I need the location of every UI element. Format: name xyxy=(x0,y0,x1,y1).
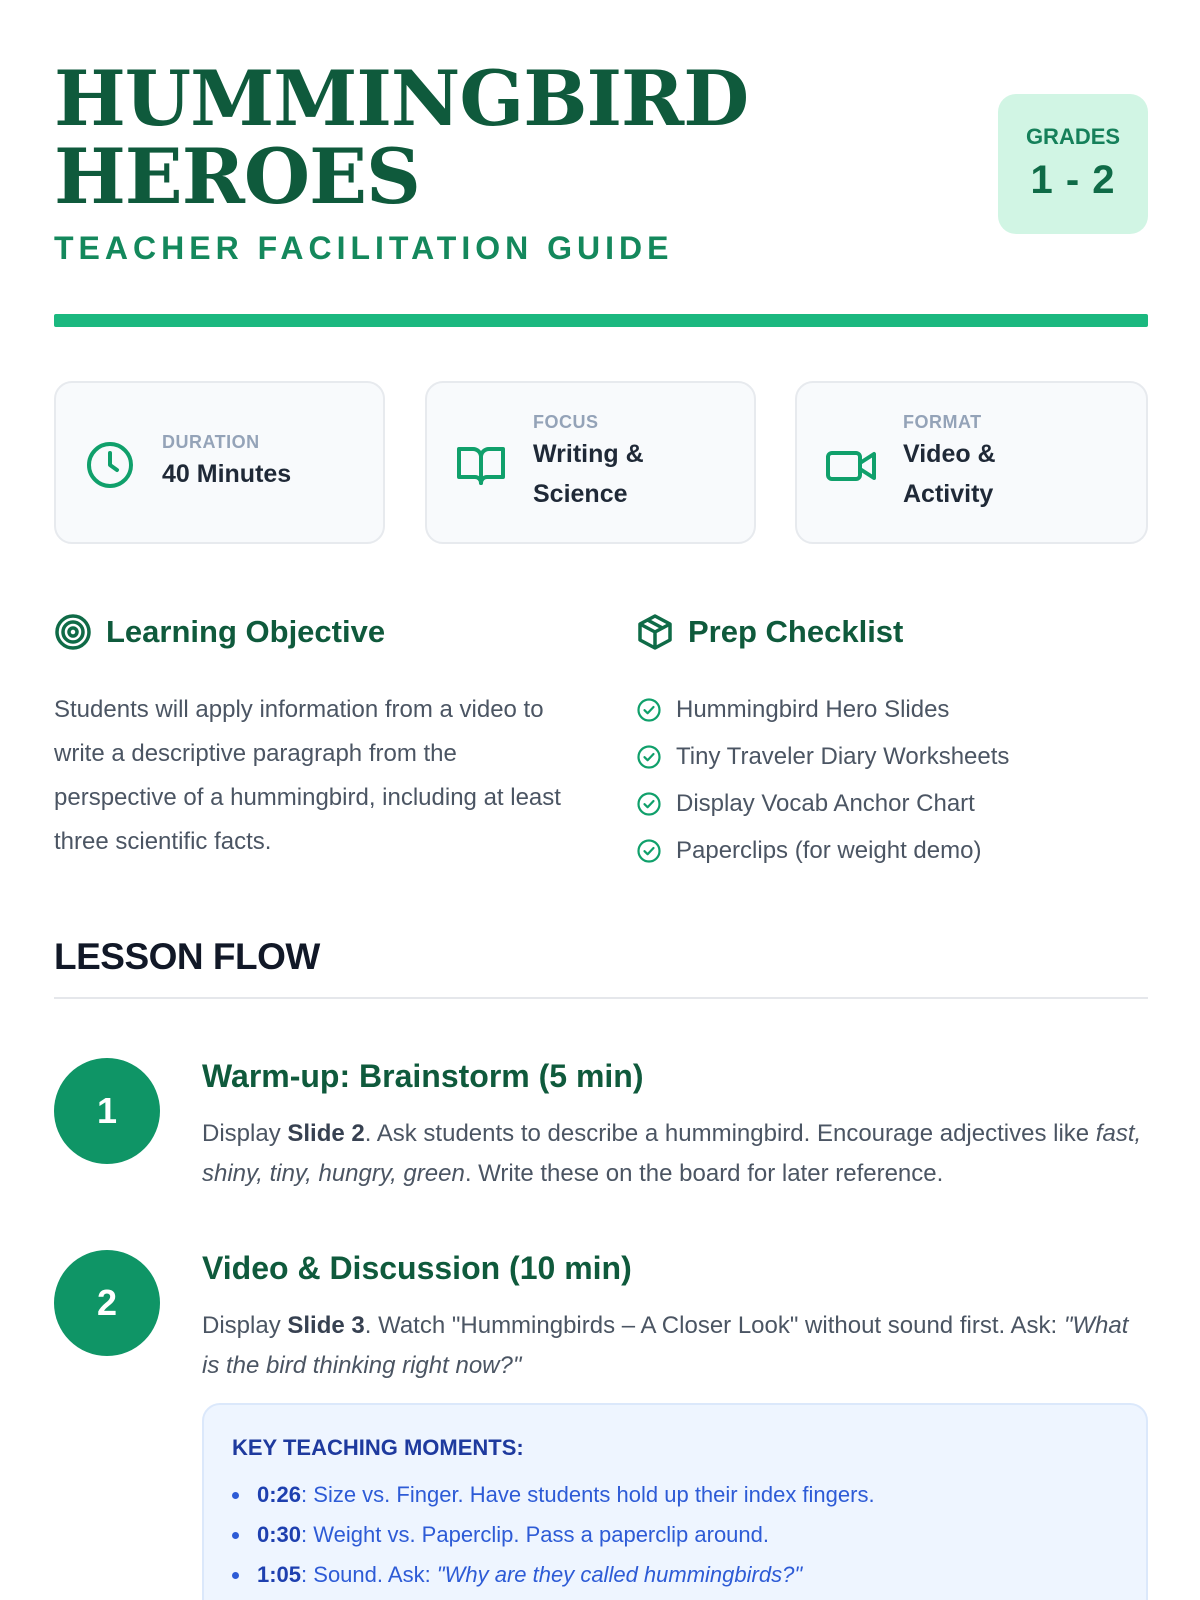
key-moment-item xyxy=(232,1475,875,1515)
duration-label: DURATION xyxy=(162,432,260,452)
step-number-badge: 1 xyxy=(54,1058,160,1164)
checklist-item xyxy=(636,827,1009,874)
title-line-2: HEROES xyxy=(54,132,420,221)
prep-checklist xyxy=(636,686,1009,874)
bullet xyxy=(232,1532,239,1539)
check-circle-icon xyxy=(636,838,662,864)
page-title xyxy=(54,54,1148,221)
key-moment-text: : Size vs. Finger. Have students hold up their index fingers. xyxy=(301,1482,875,1507)
step-description xyxy=(202,1114,1148,1194)
format-value-line-1: Video & xyxy=(903,440,996,468)
focus-value xyxy=(533,434,733,514)
step-text: Display xyxy=(202,1312,288,1339)
checklist-item xyxy=(636,733,1009,780)
key-moment-text: : Weight vs. Paperclip. Pass a paperclip around. xyxy=(301,1522,769,1547)
header-divider xyxy=(54,314,1148,327)
step-title: Video & Discussion (10 min) xyxy=(202,1250,632,1286)
key-moment-item xyxy=(232,1515,875,1555)
step-slide-ref: Slide 2 xyxy=(287,1120,365,1147)
title-line-1: HUMMINGBIRD xyxy=(54,54,749,143)
bullet xyxy=(232,1572,239,1579)
step-text: . Ask students to describe a hummingbird. Encourage adjectives like xyxy=(364,1120,1096,1147)
book-icon xyxy=(455,439,507,491)
bullet xyxy=(232,1492,239,1499)
page-subtitle: TEACHER FACILITATION GUIDE xyxy=(54,230,674,266)
step-number-badge: 2 xyxy=(54,1250,160,1356)
clock-icon xyxy=(84,439,136,491)
focus-card xyxy=(425,381,756,544)
duration-card xyxy=(54,381,385,544)
key-moments-title: KEY TEACHING MOMENTS: xyxy=(232,1435,524,1460)
step-slide-ref: Slide 3 xyxy=(287,1312,365,1339)
check-circle-icon xyxy=(636,791,662,817)
grades-label: GRADES xyxy=(1025,124,1121,149)
checklist-item-label: Tiny Traveler Diary Worksheets xyxy=(676,742,1010,770)
checklist-item-label: Display Vocab Anchor Chart xyxy=(676,789,975,817)
header xyxy=(54,54,1148,270)
step-adjectives: fast, shiny, tiny, hungry, green xyxy=(202,1120,1142,1187)
grades-badge xyxy=(998,94,1148,234)
check-circle-icon xyxy=(636,697,662,723)
step-text: . Watch "Hummingbirds – A Closer Look" without sound first. Ask: xyxy=(364,1312,1064,1339)
checklist-heading xyxy=(636,613,903,651)
checklist-item-label: Hummingbird Hero Slides xyxy=(676,695,950,723)
key-teaching-moments xyxy=(202,1403,1148,1600)
format-card xyxy=(795,381,1148,544)
timestamp: 1:05 xyxy=(257,1562,302,1587)
duration-value: 40 Minutes xyxy=(162,460,292,488)
focus-value-line-1: Writing & xyxy=(533,440,644,468)
step-question: "What is the bird thinking right now?" xyxy=(202,1312,1129,1379)
step-text: Display xyxy=(202,1120,288,1147)
key-moment-item xyxy=(232,1555,875,1595)
timestamp: 0:30 xyxy=(257,1522,302,1547)
video-icon xyxy=(825,439,877,491)
checklist-heading-text: Prep Checklist xyxy=(688,614,904,649)
objective-text: Students will apply information from a video to write a descriptive paragraph from the perspective of a hummingbird, including at least three scientific facts. xyxy=(54,696,561,855)
checklist-item-label: Paperclips (for weight demo) xyxy=(676,836,982,864)
format-value-line-2: Activity xyxy=(903,480,994,508)
key-moment-text: : Sound. Ask: xyxy=(301,1562,437,1587)
info-cards xyxy=(54,381,1148,544)
grades-value: 1 - 2 xyxy=(1030,158,1116,202)
objective-heading-text: Learning Objective xyxy=(106,614,386,649)
lesson-flow-title: LESSON FLOW xyxy=(54,936,320,977)
focus-label: FOCUS xyxy=(533,412,599,432)
lesson-flow-divider xyxy=(54,997,1148,999)
step-text: . Write these on the board for later reference. xyxy=(464,1160,944,1187)
target-icon xyxy=(54,613,92,651)
timestamp: 0:26 xyxy=(257,1482,302,1507)
step-title: Warm-up: Brainstorm (5 min) xyxy=(202,1058,644,1094)
checklist-item xyxy=(636,780,1009,827)
objective-heading xyxy=(54,613,385,651)
step-description xyxy=(202,1306,1148,1386)
format-value xyxy=(903,434,1103,514)
box-icon xyxy=(636,613,674,651)
format-label: FORMAT xyxy=(903,412,982,432)
key-moments-list xyxy=(232,1475,875,1595)
focus-value-line-2: Science xyxy=(533,480,628,508)
key-moment-question: "Why are they called hummingbirds?" xyxy=(436,1562,803,1587)
checklist-item xyxy=(636,686,1009,733)
check-circle-icon xyxy=(636,744,662,770)
